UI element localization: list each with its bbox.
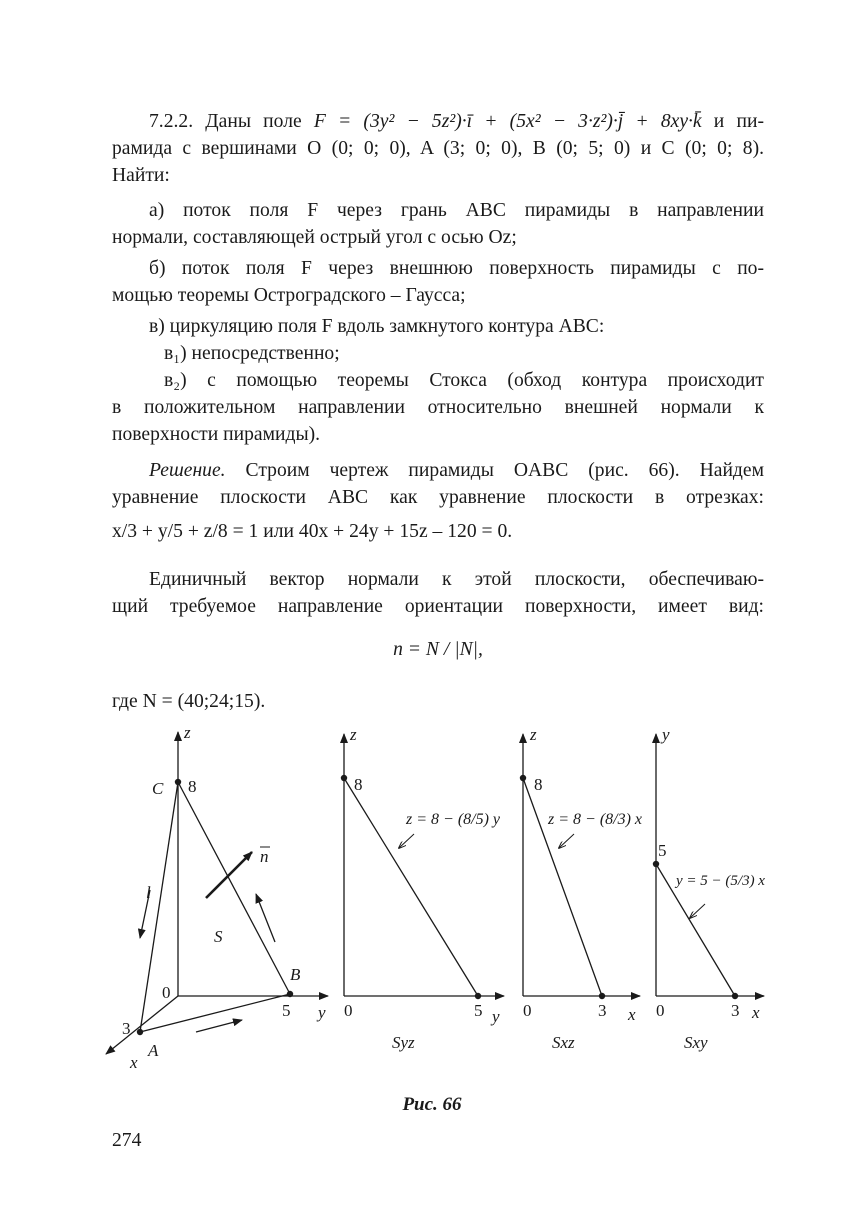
- pyramid-label-8: 8: [188, 777, 197, 796]
- syz-point-right: [475, 993, 481, 999]
- sxy-panel: [656, 734, 764, 996]
- point-b: [287, 991, 293, 997]
- figure-66: [100, 722, 780, 1077]
- sxz-tick-v: 8: [534, 775, 543, 794]
- sxz-axis-h-label: x: [628, 1005, 636, 1024]
- solution-label: Решение.: [149, 460, 226, 481]
- sxz-panel: [523, 734, 643, 996]
- point-c: [175, 779, 181, 785]
- pyramid-label-c: C: [152, 779, 164, 798]
- sxy-tick-v: 5: [658, 841, 667, 860]
- solution-line-1-rest: Строим чертеж пирамиды OABC (рис. 66). Найдем: [245, 460, 764, 481]
- sxy-point-right: [732, 993, 738, 999]
- pyramid-label-z: z: [184, 723, 191, 742]
- item-c-sub2-line-1: в₂) с помощью теоремы Стокса (обход контура происходит: [164, 370, 764, 391]
- sxy-title: Sxy: [684, 1033, 708, 1052]
- pyramid-label-n: n: [260, 847, 269, 866]
- problem-line-1: [112, 108, 764, 135]
- syz-point-top: [341, 775, 347, 781]
- sxz-pointer: [559, 834, 574, 848]
- syz-line-equation: z = 8 − (8/5) y: [406, 811, 501, 828]
- solution-line-4: щий требуемое направление ориентации поверхности, имеет вид:: [112, 596, 764, 617]
- syz-origin: 0: [344, 1001, 353, 1020]
- pyramid-labels: [122, 723, 326, 1072]
- syz-pointer: [399, 834, 414, 848]
- pyramid-label-y: y: [318, 1003, 326, 1022]
- sxz-origin: 0: [523, 1001, 532, 1020]
- circulation-arrow-bottom: [196, 1020, 242, 1032]
- problem-line-3: Найти:: [112, 165, 170, 186]
- syz-tick-h: 5: [474, 1001, 483, 1020]
- item-b-line-1: б) поток поля F через внешнюю поверхность пирамиды с по-: [149, 258, 764, 279]
- sxy-line-equation: y = 5 − (5/3) x: [676, 873, 765, 889]
- item-a-line-2: нормали, составляющей острый угол с осью Oz;: [112, 227, 517, 248]
- item-a-line-1: а) поток поля F через грань ABC пирамиды в направлении: [149, 200, 764, 221]
- sxy-tick-h: 3: [731, 1001, 740, 1020]
- syz-axis-h-label: y: [492, 1007, 500, 1026]
- syz-tick-v: 8: [354, 775, 363, 794]
- normal-vector-arrow: [206, 852, 252, 898]
- syz-panel: [344, 734, 504, 996]
- item-b-line-2: мощью теоремы Остроградского – Гаусса;: [112, 285, 466, 306]
- pyramid-label-l: l: [146, 883, 151, 902]
- problem-intro: Даны поле: [205, 111, 302, 132]
- solution-line-1: [112, 457, 764, 484]
- problem-line-2: рамида с вершинами O (0; 0; 0), A (3; 0; 0), B (0; 5; 0) и C (0; 0; 8).: [112, 138, 764, 159]
- sxy-point-top: [653, 861, 659, 867]
- figure-caption: Рис. 66: [402, 1094, 462, 1115]
- pyramid-label-5: 5: [282, 1001, 291, 1020]
- sxz-point-top: [520, 775, 526, 781]
- item-c-sub1: в₁) непосредственно;: [164, 343, 340, 364]
- edge-cb: [178, 782, 290, 994]
- plane-equation: x/3 + y/5 + z/8 = 1 или 40x + 24y + 15z – 120 = 0.: [112, 521, 513, 542]
- solution-line-2: уравнение плоскости ABC как уравнение плоскости в отрезках:: [112, 487, 764, 508]
- syz-title: Syz: [392, 1033, 415, 1052]
- sxy-pointer: [690, 904, 705, 918]
- sxz-point-right: [599, 993, 605, 999]
- syz-labels: [344, 725, 501, 1052]
- sxz-line-equation: z = 8 − (8/3) x: [548, 811, 643, 828]
- sxz-axis-v-label: z: [530, 725, 537, 744]
- pyramid-points: [137, 779, 293, 1035]
- edge-ca: [140, 782, 178, 1032]
- figure-svg: [100, 722, 780, 1072]
- page-number: 274: [112, 1130, 142, 1151]
- sxy-axis-v-label: y: [662, 725, 670, 744]
- pyramid-label-0: 0: [162, 983, 171, 1002]
- pyramid-label-a: A: [148, 1041, 159, 1060]
- pyramid-label-x: x: [130, 1053, 138, 1072]
- sxy-labels: [656, 725, 765, 1052]
- item-c-sub2-line-3: поверхности пирамиды).: [112, 424, 321, 445]
- problem-intro-tail: и пи-: [713, 111, 764, 132]
- normal-vector-definition: где N = (40;24;15).: [112, 691, 266, 712]
- sxz-labels: [523, 725, 642, 1052]
- item-c-sub2-line-2: в положительном направлении относительно внешней нормали к: [112, 397, 764, 418]
- sxy-origin: 0: [656, 1001, 665, 1020]
- sxz-title: Sxz: [552, 1033, 575, 1052]
- normal-formula: n = N / |N|,: [393, 639, 483, 660]
- solution-line-3: Единичный вектор нормали к этой плоскости, обеспечиваю-: [149, 569, 764, 590]
- pyramid-label-b: B: [290, 965, 301, 984]
- field-formula: F = (3y² − 5z²)·ī + (5x² − 3·z²)·j̄ + 8xy·k̄: [313, 111, 702, 132]
- syz-axis-v-label: z: [350, 725, 357, 744]
- pyramid-label-s: S: [214, 927, 223, 946]
- pyramid-panel: [106, 732, 328, 1054]
- pyramid-label-3: 3: [122, 1019, 131, 1038]
- item-c-line-1: в) циркуляцию поля F вдоль замкнутого контура ABC:: [149, 316, 605, 337]
- point-a: [137, 1029, 143, 1035]
- sxz-tick-h: 3: [598, 1001, 607, 1020]
- sxy-axis-h-label: x: [752, 1003, 760, 1022]
- problem-number: 7.2.2.: [149, 111, 194, 132]
